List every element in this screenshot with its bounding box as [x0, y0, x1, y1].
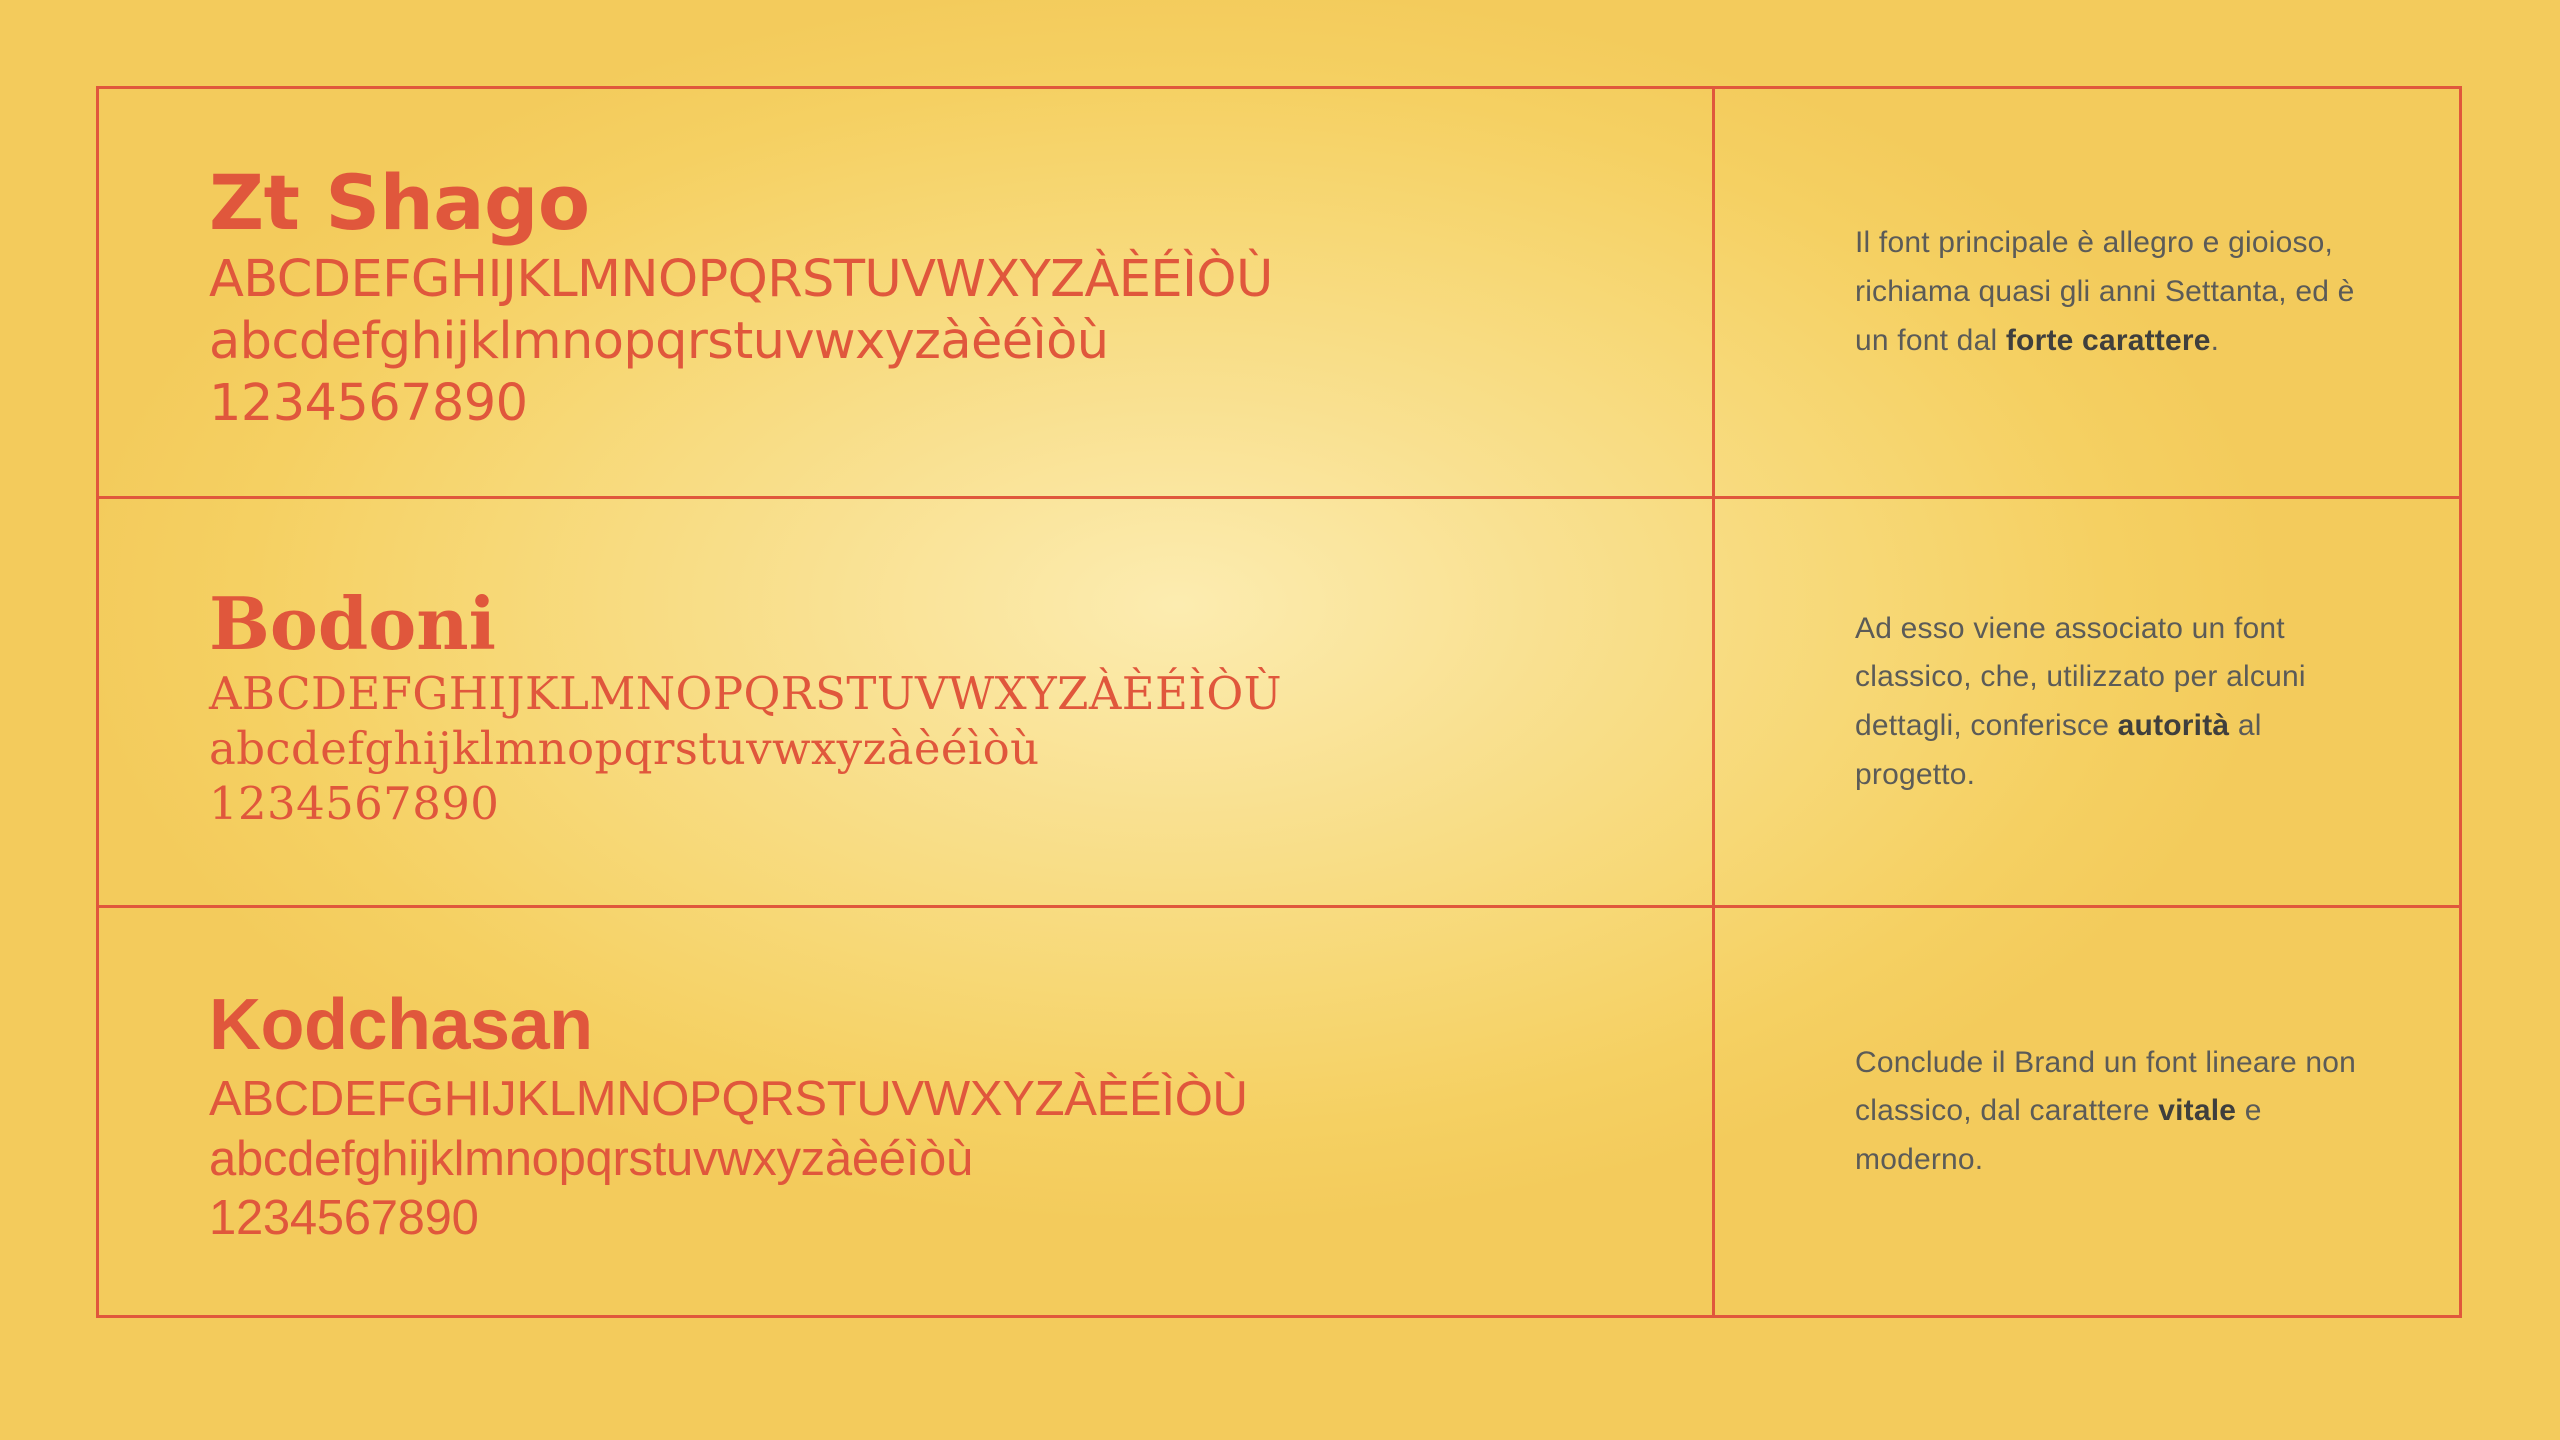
font-description-cell — [1715, 908, 2459, 1315]
font-name: Kodchasan — [209, 985, 593, 1066]
font-uppercase-glyphs: ABCDEFGHIJKLMNOPQRSTUVWXYZÀÈÉÌÒÙ — [209, 249, 1273, 309]
font-description-cell — [1715, 89, 2459, 496]
font-specimen-cell — [99, 908, 1715, 1315]
font-numerals: 1234567890 — [209, 1191, 479, 1246]
description-bold: autorità — [2117, 709, 2230, 742]
specimen-table — [96, 86, 2462, 1318]
font-specimen-cell — [99, 499, 1715, 906]
font-uppercase-glyphs: ABCDEFGHIJKLMNOPQRSTUVWXYZÀÈÉÌÒÙ — [209, 1071, 1248, 1126]
font-uppercase-glyphs: ABCDEFGHIJKLMNOPQRSTUVWXYZÀÈÉÌÒÙ — [209, 667, 1283, 721]
font-numerals: 1234567890 — [209, 374, 528, 434]
description-after: al progetto. — [1855, 709, 2262, 791]
description-before: Il font principale è allegro e gioioso, richiama quasi gli anni Settanta, ed è un font dal — [1855, 226, 2355, 357]
description-before: Conclude il Brand un font lineare non classico, dal carattere — [1855, 1045, 2357, 1128]
description-before: Ad esso viene associato un font classico, che, utilizzato per alcuni dettagli, conferisce — [1855, 611, 2306, 742]
font-lowercase-glyphs: abcdefghijklmnopqrstuvwxyzàèéìòù — [209, 1131, 973, 1186]
description-bold: vitale — [2158, 1094, 2237, 1128]
font-description-text — [1855, 1039, 2369, 1185]
font-description-text — [1855, 605, 2369, 799]
font-specimen-cell — [99, 89, 1715, 496]
font-name: Bodoni — [209, 580, 496, 666]
font-lowercase-glyphs: abcdefghijklmnopqrstuvwxyzàèéìòù — [209, 722, 1040, 776]
font-description-text — [1855, 219, 2369, 365]
font-row-zt-shago — [99, 89, 2459, 499]
font-name: Zt Shago — [209, 158, 590, 248]
font-description-cell — [1715, 499, 2459, 906]
description-after: . — [2210, 323, 2220, 357]
font-row-kodchasan — [99, 908, 2459, 1315]
description-bold: forte carattere — [2005, 323, 2211, 357]
font-lowercase-glyphs: abcdefghijklmnopqrstuvwxyzàèéìòù — [209, 312, 1109, 372]
font-numerals: 1234567890 — [209, 777, 500, 831]
font-row-bodoni — [99, 499, 2459, 909]
description-after: e moderno. — [1855, 1094, 2262, 1176]
